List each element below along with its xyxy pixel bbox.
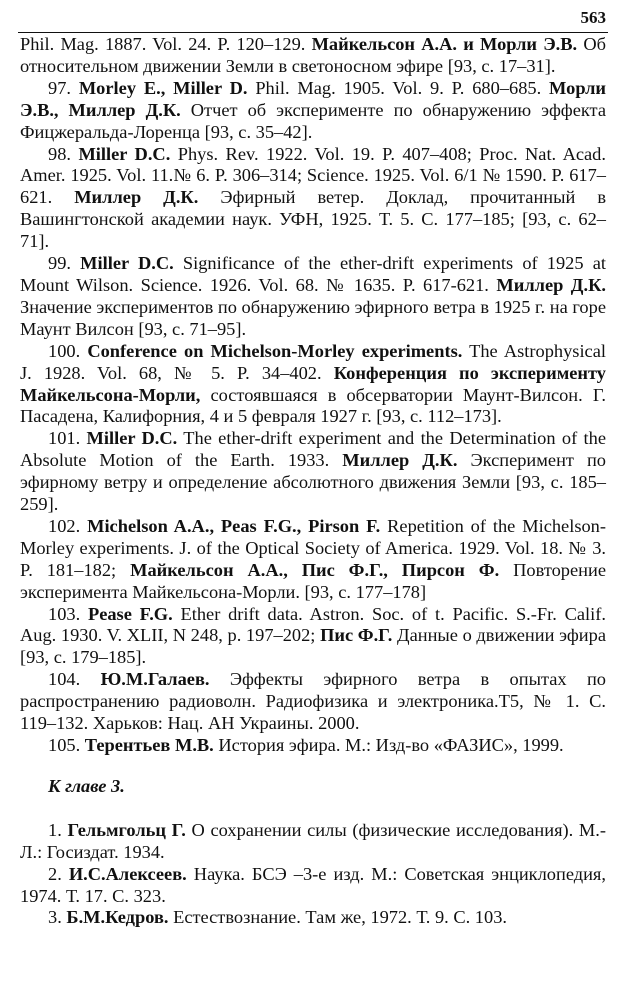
reference-author: Майкельсон А.А., Пис Ф.Г., Пирсон Ф. bbox=[130, 559, 500, 580]
reference-author: Б.М.Кедров. bbox=[66, 907, 169, 928]
reference-text: Отчет об эксперименте по обнаружению эффекта Фицжеральда-Лоренца [93, с. 35–42]. bbox=[20, 99, 606, 142]
reference-entry bbox=[20, 253, 606, 341]
reference-entry bbox=[20, 144, 606, 254]
reference-text: Significance of the ether-drift experiments of 1925 at Mount Wilson. Science. 1926. Vol. 68. № 1635. P. 617-621. bbox=[20, 253, 606, 295]
reference-number: 97. bbox=[48, 77, 71, 98]
reference-text: История эфира. М.: Изд-во «ФАЗИС», 1999. bbox=[213, 735, 564, 755]
reference-author: Миллер Д.К. bbox=[74, 187, 199, 208]
reference-author: Michelson A.A., Peas F.G., Pirson F. bbox=[87, 515, 381, 536]
reference-entry bbox=[20, 34, 606, 78]
reference-text: The Astrophysical J. 1928. Vol. 68, № 5. P. 34–402. bbox=[20, 340, 606, 383]
reference-entry bbox=[20, 907, 606, 929]
reference-entry bbox=[20, 735, 606, 757]
page-content bbox=[20, 34, 606, 929]
reference-entry bbox=[20, 864, 606, 908]
reference-number: 2. bbox=[48, 863, 62, 884]
reference-author: И.С.Алексеев. bbox=[68, 863, 187, 884]
reference-text: Phil. Mag. 1887. Vol. 24. P. 120–129. bbox=[20, 34, 312, 54]
reference-author: Конференция по эксперименту Майкельсона-Морли, bbox=[20, 362, 606, 405]
reference-author: Пис Ф.Г. bbox=[320, 625, 393, 646]
reference-text: Повторение эксперимента Майкельсона-Морли. [93, с. 177–178] bbox=[20, 559, 607, 602]
reference-text: Эксперимент по эфирному ветру и определение абсолютного движения Земли [93, с. 185–259]. bbox=[20, 450, 607, 515]
reference-author: Miller D.C. bbox=[78, 143, 171, 164]
reference-number: 1. bbox=[48, 819, 62, 840]
reference-text: Значение экспериментов по обнаружению эфирного ветра в 1925 г. на горе Маунт Вилсон [93, с. 71–95]. bbox=[20, 296, 606, 339]
reference-author: Miller D.C. bbox=[80, 253, 174, 274]
reference-text: Repetition of the Michelson-Morley experiments. J. of the Optical Society of America. 1929. Vol. 18. № 3. P. 181–182; bbox=[20, 515, 606, 580]
reference-text: Наука. БСЭ –3-е изд. М.: Советская энциклопедия, 1974. Т. 17. С. 323. bbox=[20, 863, 606, 906]
reference-text: О сохранении силы (физические исследования). М.-Л.: Госиздат. 1934. bbox=[20, 819, 606, 862]
reference-number: 98. bbox=[48, 143, 71, 164]
reference-author: Miller D.C. bbox=[86, 428, 178, 449]
reference-entry bbox=[20, 820, 606, 864]
reference-text: The ether-drift experiment and the Determination of the Absolute Motion of the Earth. 1933. bbox=[20, 428, 606, 471]
reference-author: Гельмгольц Г. bbox=[67, 819, 186, 840]
reference-author: Миллер Д.К. bbox=[342, 450, 458, 471]
reference-text: Phys. Rev. 1922. Vol. 19. P. 407–408; Proc. Nat. Acad. Amer. 1925. Vol. 11.№ 6. P. 306–314; Science. 1925. Vol. 6/1 № 1590. P. 617–621. bbox=[20, 143, 606, 208]
reference-number: 100. bbox=[48, 340, 81, 361]
reference-number: 102. bbox=[48, 515, 81, 536]
reference-list-chapter-3 bbox=[20, 820, 606, 930]
reference-entry bbox=[20, 341, 606, 429]
reference-text: состоявшаяся в обсерватории Маунт-Вилсон. Г. Пасадена, Калифорния, 4 и 5 февраля 1927 г. [93, с. 112–173]. bbox=[20, 384, 606, 427]
reference-author: Conference on Michelson-Morley experiments. bbox=[87, 340, 463, 361]
reference-author: Ю.М.Галаев. bbox=[100, 669, 210, 690]
reference-text: Эфирный ветер. Доклад, прочитанный в Вашингтонской академии наук. УФН, 1925. Т. 5. С. 177–185; [93, с. 62–71]. bbox=[20, 187, 607, 252]
reference-entry bbox=[20, 669, 606, 735]
chapter-heading: К главе 3. bbox=[48, 775, 125, 796]
reference-entry bbox=[20, 78, 606, 144]
reference-author: Morley E., Miller D. bbox=[78, 77, 248, 98]
reference-text: Естествознание. Там же, 1972. Т. 9. С. 103. bbox=[168, 907, 507, 928]
reference-author: Морли Э.В., Миллер Д.К. bbox=[20, 77, 607, 120]
reference-entry bbox=[20, 604, 606, 670]
reference-author: Миллер Д.К. bbox=[496, 274, 606, 295]
reference-text: Данные о движении эфира [93, с. 179–185]. bbox=[20, 625, 607, 668]
reference-author: Майкельсон А.А. и Морли Э.В. bbox=[311, 34, 578, 54]
reference-text: Phil. Mag. 1905. Vol. 9. P. 680–685. bbox=[247, 77, 550, 98]
reference-author: Терентьев М.В. bbox=[84, 735, 214, 755]
reference-number: 105. bbox=[48, 735, 81, 755]
reference-number: 3. bbox=[48, 907, 62, 928]
reference-number: 101. bbox=[48, 428, 81, 449]
reference-number: 103. bbox=[48, 603, 81, 624]
reference-list bbox=[20, 34, 606, 757]
reference-text: Эффекты эфирного ветра в опытах по распространению радиоволн. Радиофизика и электроника.Т5, № 1. С. 119–132. Харьков: Нац. АН Украины. 2000. bbox=[20, 669, 606, 734]
reference-entry bbox=[20, 516, 606, 604]
reference-number: 104. bbox=[48, 669, 81, 690]
reference-entry bbox=[20, 428, 606, 516]
header-rule bbox=[18, 32, 608, 33]
reference-text: Ether drift data. Astron. Soc. of t. Pacific. S.-Fr. Calif. Aug. 1930. V. XLII, N 248, p. 197–202; bbox=[20, 603, 606, 646]
reference-author: Pease F.G. bbox=[87, 603, 173, 624]
page-number: 563 bbox=[580, 8, 606, 27]
reference-text: Об относительном движении Земли в светоносном эфире [93, с. 17–31]. bbox=[20, 34, 606, 76]
reference-number: 99. bbox=[48, 253, 71, 274]
